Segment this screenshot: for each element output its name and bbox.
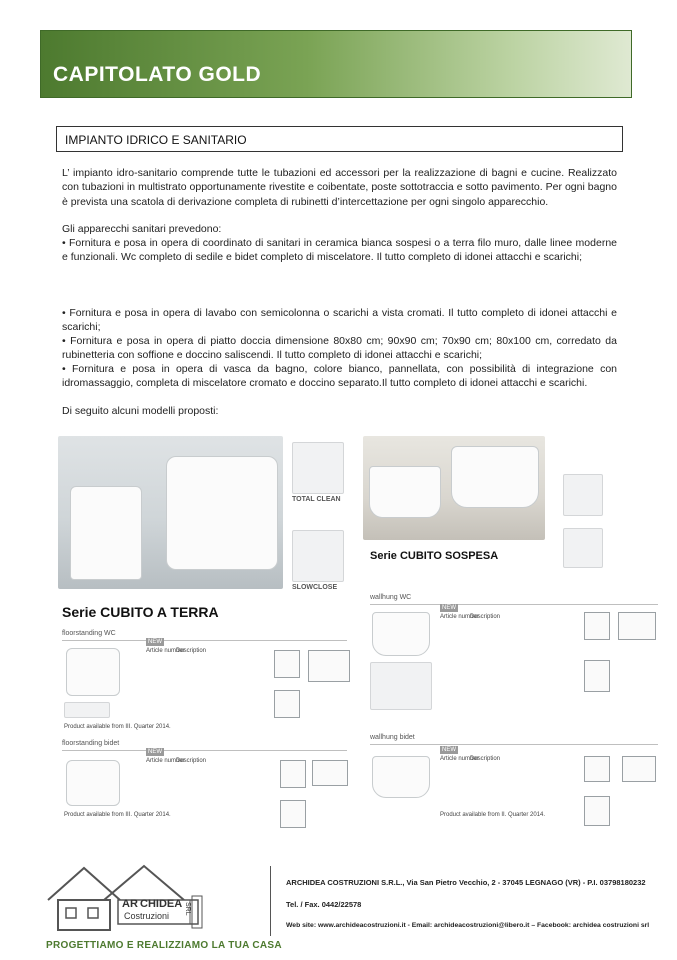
- tech-drawing-bidet-side: [312, 760, 348, 786]
- divider: [370, 744, 658, 745]
- paragraph-vasca: • Fornitura e posa in opera di vasca da bagno, colore bianco, pannellata, con possibilità di integrazione con idromassaggio, completa di miscelatore cromato e doccino separato.Il tutto completo di idonei attacchi e scarichi.: [62, 363, 617, 390]
- divider: [370, 604, 658, 605]
- logo-text-chidea: CHIDEA: [140, 898, 183, 910]
- footer-phone: Tel. / Fax. 0442/22578: [286, 900, 362, 909]
- tech-drawing-wallhung-bidet-side: [622, 756, 656, 782]
- section-title: IMPIANTO IDRICO E SANITARIO: [56, 126, 623, 152]
- page-title: CAPITOLATO GOLD: [53, 63, 262, 86]
- series-sospesa-title: Serie CUBITO SOSPESA: [370, 550, 499, 562]
- footer-address: ARCHIDEA COSTRUZIONI S.R.L., Via San Pietro Vecchio, 2 - 37045 LEGNAGO (VR) - P.I. 03798180232: [286, 878, 646, 887]
- slowclose-label: SLOWCLOSE: [292, 584, 338, 591]
- header-band: [40, 30, 632, 98]
- tech-drawing-bidet-front: [280, 760, 306, 788]
- wallhung-bidet-shape: [369, 466, 441, 518]
- slowclose-image-2: [563, 528, 603, 568]
- feature-icons-2: [370, 662, 432, 710]
- new-badge: NEW: [148, 749, 162, 755]
- product-note-sospesa: Product available from II. Quarter 2014.: [440, 812, 546, 818]
- product-note-terra: Product available from III. Quarter 2014.: [64, 724, 171, 730]
- logo-text-costruzioni: Costruzioni: [124, 911, 170, 921]
- wallhung-wc-label: wallhung WC: [370, 594, 412, 601]
- description-header: Description: [176, 648, 207, 654]
- new-badge: NEW: [148, 639, 162, 645]
- new-badge: NEW: [442, 747, 456, 753]
- total-clean-label: TOTAL CLEAN: [292, 496, 341, 503]
- bidet-shape: [70, 486, 142, 580]
- floorstanding-bidet-label: floorstanding bidet: [62, 740, 120, 747]
- archidea-logo: [44, 860, 244, 932]
- photo-cubito-terra: [58, 436, 283, 589]
- paragraph-models: Di seguito alcuni modelli proposti:: [62, 405, 219, 417]
- paragraph-doccia: • Fornitura e posa in opera di piatto doccia dimensione 80x80 cm; 90x90 cm; 70x90 cm; 80x100 cm, corredato da rubinetteria con soffione e doccino saliscendi. Il tutto completo di idonei attacchi e scarichi;: [62, 335, 617, 362]
- total-clean-image: [292, 442, 344, 494]
- tech-drawing-wallhung-front: [584, 612, 610, 640]
- paragraph-intro: L’ impianto idro-sanitario comprende tutte le tubazioni ed accessori per la realizzazione di bagni e cucine. Realizzato con tubazioni in multistrato opportunamente rivestite e coibentate, poste sottotraccia e sotto pavimento. Per ogni bagno è prevista una scatola di derivazione completa di rubinetti d’intercettazione per ogni singolo apparecchio.: [62, 167, 617, 208]
- photo-cubito-sospesa: [363, 436, 545, 540]
- description-header: Description: [470, 614, 501, 620]
- description-header: Description: [176, 758, 207, 764]
- feature-icons: [64, 702, 110, 718]
- tech-drawing-wallhung-top: [584, 660, 610, 692]
- tech-drawing-top: [274, 690, 300, 718]
- wc-shape: [166, 456, 278, 570]
- tech-drawing-bidet-top: [280, 800, 306, 828]
- logo-text-srl: SRL: [184, 902, 191, 916]
- slowclose-image: [292, 530, 344, 582]
- article-number-header: Article number: [146, 758, 185, 764]
- paragraph-list-heading: Gli apparecchi sanitari prevedono:: [62, 223, 222, 235]
- paragraph-lavabo: • Fornitura e posa in opera di lavabo con semicolonna o scarichi a vista cromati. Il tutto completo di idonei attacchi e scarichi;: [62, 307, 617, 334]
- floorstanding-wc-image: [66, 648, 120, 696]
- wallhung-wc-shape: [451, 446, 539, 508]
- tech-drawing-wallhung-side: [618, 612, 656, 640]
- series-terra-title: Serie CUBITO A TERRA: [62, 604, 219, 620]
- article-number-header: Article number: [440, 614, 479, 620]
- divider: [62, 750, 347, 751]
- tech-drawing-side: [308, 650, 350, 682]
- divider: [62, 640, 347, 641]
- wallhung-bidet-image: [372, 756, 430, 798]
- tech-drawing-wallhung-bidet-front: [584, 756, 610, 782]
- paragraph-sanitari: • Fornitura e posa in opera di coordinato di sanitari in ceramica bianca sospesi o a terra filo muro, dalle linee moderne e funzionali. Wc completo di sedile e bidet completo di miscelatore. Il tutto completo di idonei attacchi e scarichi;: [62, 237, 617, 264]
- product-note-terra-bidet: Product available from III. Quarter 2014.: [64, 812, 171, 818]
- wallhung-bidet-label: wallhung bidet: [370, 734, 415, 741]
- article-number-header: Article number: [146, 648, 185, 654]
- footer-tagline: PROGETTIAMO E REALIZZIAMO LA TUA CASA: [46, 940, 282, 951]
- logo-text-ar: AR: [122, 898, 138, 910]
- description-header: Description: [470, 756, 501, 762]
- footer-web: Web site: www.archideacostruzioni.it - Email: archideacostruzioni@libero.it – Facebook: archidea costruzioni srl: [286, 922, 650, 929]
- floorstanding-bidet-image: [66, 760, 120, 806]
- floorstanding-wc-label: floorstanding WC: [62, 630, 116, 637]
- article-number-header: Article number: [440, 756, 479, 762]
- tech-drawing-wallhung-bidet-top: [584, 796, 610, 826]
- total-clean-image-2: [563, 474, 603, 516]
- new-badge: NEW: [442, 605, 456, 611]
- footer-divider: [270, 866, 271, 936]
- tech-drawing-front: [274, 650, 300, 678]
- wallhung-wc-image: [372, 612, 430, 656]
